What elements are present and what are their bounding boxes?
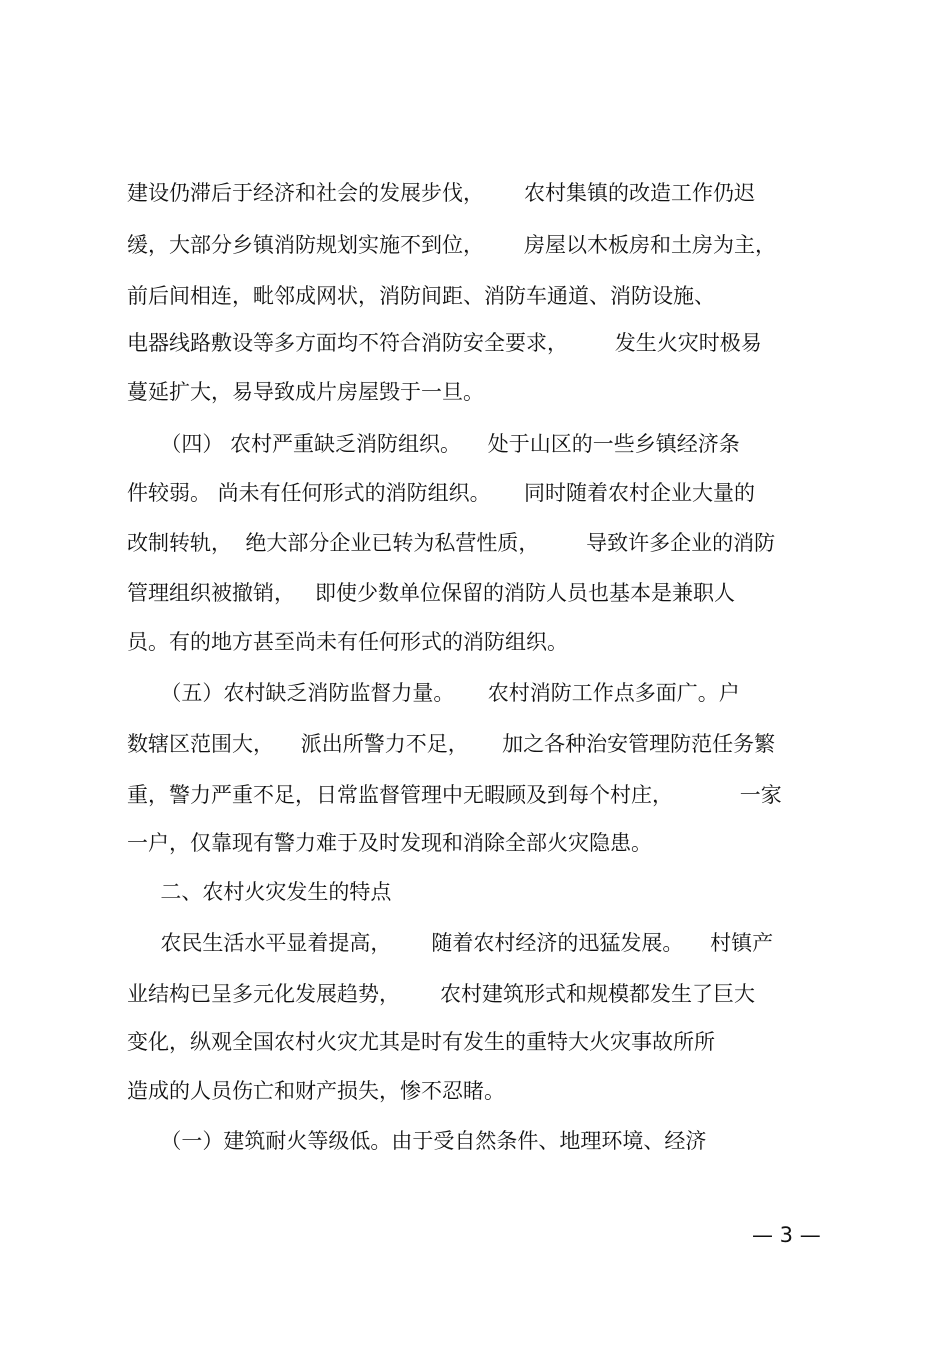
text-line: 电器线路敷设等多方面均不符合消防安全要求， 发生火灾时极易 — [127, 331, 762, 355]
text-line: 变化，纵观全国农村火灾尤其是时有发生的重特大火灾事故所所 — [127, 1030, 715, 1054]
text-line: 蔓延扩大，易导致成片房屋毁于一旦。 — [127, 380, 484, 404]
text-line: （一）建筑耐火等级低。由于受自然条件、地理环境、经济 — [127, 1129, 707, 1153]
text-line: 一户，仅靠现有警力难于及时发现和消除全部火灾隐患。 — [127, 831, 652, 855]
text-line: 数辖区范围大， 派出所警力不足， 加之各种治安管理防范任务繁 — [127, 732, 776, 756]
text-line: 缓，大部分乡镇消防规划实施不到位， 房屋以木板房和土房为主， — [127, 233, 777, 257]
text-line: 农民生活水平显着提高， 随着农村经济的迅猛发展。 村镇产 — [127, 931, 774, 955]
text-line: （四） 农村严重缺乏消防组织。 处于山区的一些乡镇经济条 — [127, 432, 740, 456]
page-number: — 3 — — [752, 1223, 821, 1247]
text-line: 业结构已呈多元化发展趋势， 农村建筑形式和规模都发生了巨大 — [127, 982, 756, 1006]
text-line: 员。有的地方甚至尚未有任何形式的消防组织。 — [127, 630, 568, 654]
text-line: 前后间相连，毗邻成网状，消防间距、消防车通道、消防设施、 — [127, 284, 715, 308]
text-line: （五）农村缺乏消防监督力量。 农村消防工作点多面广。户 — [127, 681, 740, 705]
text-line: 改制转轨， 绝大部分企业已转为私营性质， 导致许多企业的消防 — [127, 531, 776, 555]
section-heading: 二、农村火灾发生的特点 — [127, 880, 392, 904]
text-line: 管理组织被撤销， 即使少数单位保留的消防人员也基本是兼职人 — [127, 581, 736, 605]
text-line: 重，警力严重不足，日常监督管理中无暇顾及到每个村庄， 一家 — [127, 783, 782, 807]
text-line: 建设仍滞后于经济和社会的发展步伐， 农村集镇的改造工作仍迟 — [127, 181, 756, 205]
text-line: 造成的人员伤亡和财产损失，惨不忍睹。 — [127, 1079, 505, 1103]
text-line: 件较弱。 尚未有任何形式的消防组织。 同时随着农村企业大量的 — [127, 481, 756, 505]
